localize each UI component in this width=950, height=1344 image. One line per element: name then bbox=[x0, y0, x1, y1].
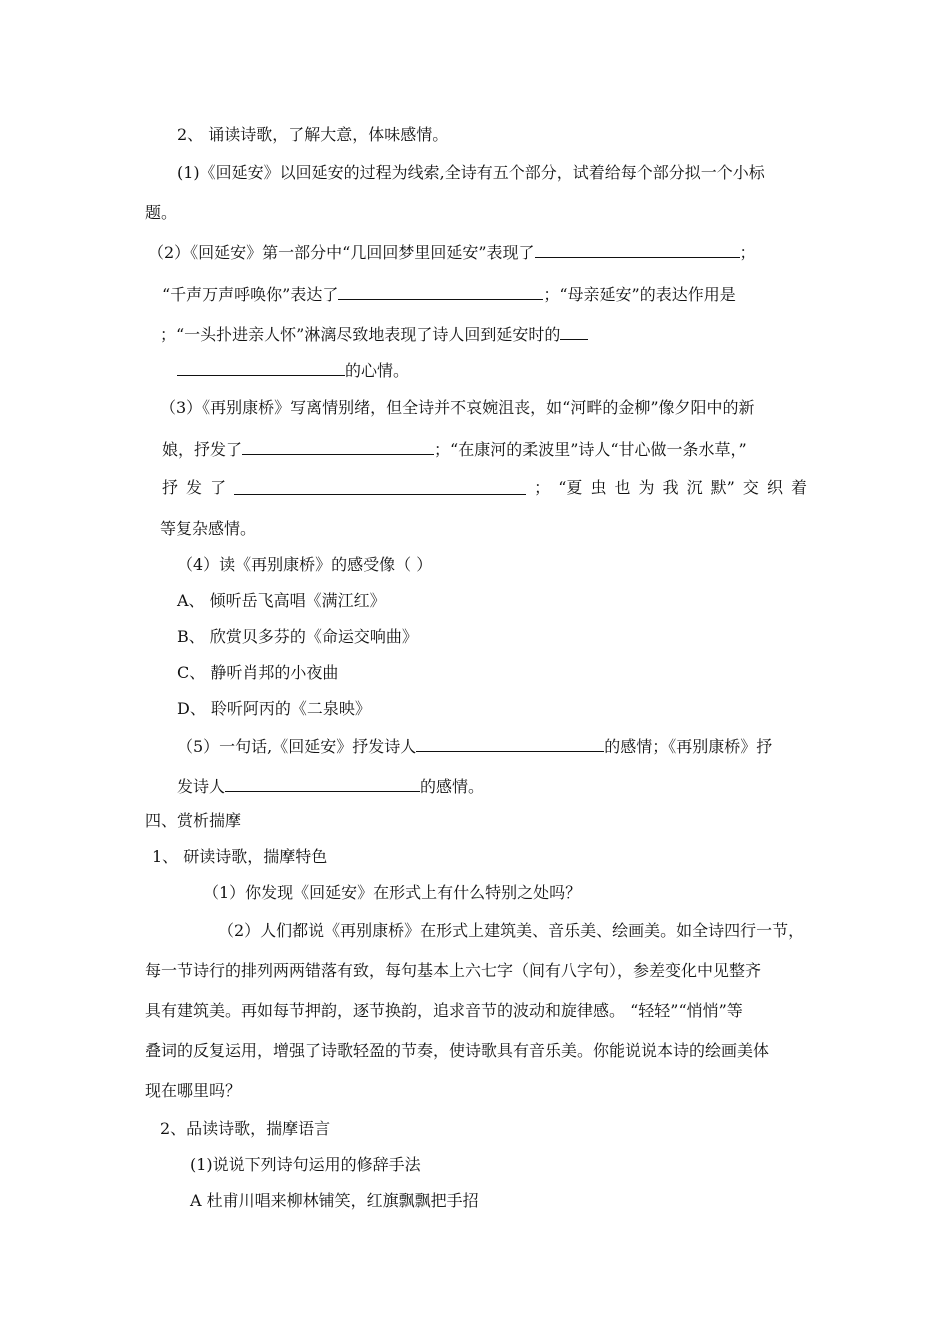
q2-line3 bbox=[160, 322, 588, 344]
q3-line3-char: 也 bbox=[614, 478, 631, 497]
q5-line1 bbox=[177, 734, 772, 756]
q2-line1-text: （2）《回延安》第一部分中“几回回梦里回延安”表现了 bbox=[148, 243, 535, 262]
answer-blank[interactable] bbox=[416, 734, 604, 752]
q5-line2 bbox=[177, 774, 484, 796]
q3-line3 bbox=[162, 477, 807, 499]
sub1-q2-line5: 现在哪里吗？ bbox=[145, 1081, 242, 1100]
q3-line1: （3）《再别康桥》写离情别绪，但全诗并不哀婉沮丧，如“河畔的金柳”像夕阳中的新 bbox=[160, 398, 755, 417]
q3-line2-end: ；“在康河的柔波里”诗人“甘心做一条水草，” bbox=[434, 440, 747, 459]
answer-blank[interactable] bbox=[242, 437, 434, 455]
sub1-q2-line1: （2）人们都说《再别康桥》在形式上建筑美、音乐美、绘画美。如全诗四行一节， bbox=[218, 921, 805, 940]
sub2-item-a: A 杜甫川唱来柳林铺笑，红旗飘飘把手招 bbox=[190, 1191, 479, 1210]
q5-line2-text: 发诗人 bbox=[177, 777, 226, 796]
answer-blank[interactable] bbox=[234, 477, 526, 495]
q3-line2-text: 娘，抒发了 bbox=[162, 440, 243, 459]
option-a: A、 倾听岳飞高唱《满江红》 bbox=[177, 591, 386, 610]
option-c: C、 静听肖邦的小夜曲 bbox=[177, 663, 339, 682]
option-d: D、 聆听阿丙的《二泉映》 bbox=[177, 699, 371, 718]
q2-line2 bbox=[162, 282, 736, 304]
q2-line4 bbox=[177, 358, 409, 380]
section2-heading: 2、 诵读诗歌，了解大意，体味感情。 bbox=[177, 125, 449, 144]
q1-line1: (1)《回延安》以回延安的过程为线索,全诗有五个部分，试着给每个部分拟一个小标 bbox=[177, 163, 765, 182]
q3-line3-char: 织 bbox=[766, 478, 783, 497]
sub1-q1: （1）你发现《回延安》在形式上有什么特别之处吗？ bbox=[203, 883, 582, 902]
answer-blank[interactable] bbox=[225, 774, 420, 792]
q2-line4-text: 的心情。 bbox=[345, 361, 410, 380]
sub1-heading: 1、 研读诗歌，揣摩特色 bbox=[152, 847, 328, 866]
q3-line3-char: 虫 bbox=[590, 478, 607, 497]
q2-line2-mid: ；“母亲延安”的表达作用是 bbox=[543, 285, 736, 304]
option-b: B、 欣赏贝多芬的《命运交响曲》 bbox=[177, 627, 418, 646]
q1-line2: 题。 bbox=[145, 203, 178, 222]
q5-line2-end: 的感情。 bbox=[420, 777, 485, 796]
q3-line4: 等复杂感情。 bbox=[160, 519, 257, 538]
q3-line3-char: 为 bbox=[638, 478, 655, 497]
q5-line1-text: （5）一句话,《回延安》抒发诗人 bbox=[177, 737, 417, 756]
q5-line1-end: 的感情；《再别康桥》抒 bbox=[604, 737, 773, 756]
q2-line1-end: ； bbox=[739, 243, 756, 262]
q2-line3-text: ；“一头扑进亲人怀”淋漓尽致地表现了诗人回到延安时的 bbox=[160, 325, 561, 344]
q3-line2 bbox=[162, 437, 747, 459]
q3-line3-char: 发 bbox=[186, 478, 203, 497]
q4: （4）读《再别康桥》的感受像（ ） bbox=[177, 555, 433, 574]
q3-line3-char: 我 bbox=[662, 478, 679, 497]
q2-line2-text: “千声万声呼唤你”表达了 bbox=[162, 285, 339, 304]
sub1-q2-line3: 具有建筑美。再如每节押韵，逐节换韵，追求音节的波动和旋律感。 “轻轻”“悄悄”等 bbox=[145, 1001, 743, 1020]
answer-blank[interactable] bbox=[535, 240, 740, 258]
answer-blank[interactable] bbox=[560, 322, 588, 340]
sub2-q1: (1)说说下列诗句运用的修辞手法 bbox=[190, 1155, 421, 1174]
q3-line3-char: ； bbox=[534, 478, 551, 497]
q2-line1 bbox=[148, 240, 756, 262]
answer-blank[interactable] bbox=[177, 358, 345, 376]
q3-line3-char: 交 bbox=[742, 478, 759, 497]
q3-line3-char: 着 bbox=[790, 478, 807, 497]
q3-line3-char: 抒 bbox=[162, 478, 179, 497]
answer-blank[interactable] bbox=[338, 282, 543, 300]
section4-heading: 四、赏析揣摩 bbox=[145, 811, 242, 830]
sub1-q2-line2: 每一节诗行的排列两两错落有致，每句基本上六七字（间有八字句），参差变化中见整齐 bbox=[145, 961, 762, 980]
q3-line3-char: 沉 bbox=[686, 478, 703, 497]
q3-line3-char: “夏 bbox=[558, 478, 583, 497]
sub2-heading: 2、品读诗歌，揣摩语言 bbox=[160, 1119, 331, 1138]
q3-line3-char: 了 bbox=[210, 478, 227, 497]
sub1-q2-line4: 叠词的反复运用，增强了诗歌轻盈的节奏，使诗歌具有音乐美。你能说说本诗的绘画美体 bbox=[145, 1041, 770, 1060]
q3-line3-char: 默” bbox=[710, 478, 735, 497]
